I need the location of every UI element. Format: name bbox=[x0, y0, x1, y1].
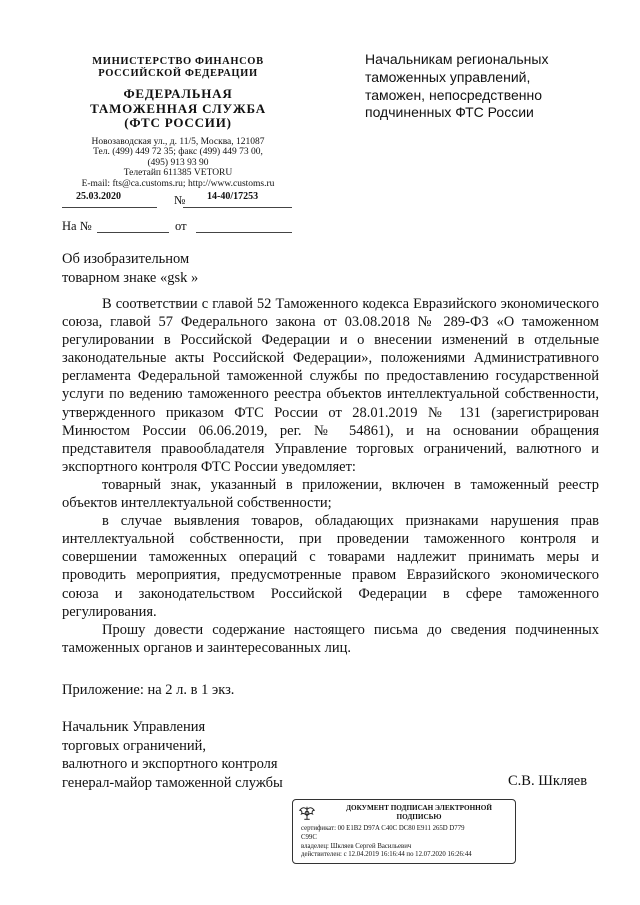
registration-number-label: № bbox=[174, 193, 186, 207]
sender-contacts bbox=[62, 137, 294, 190]
addressee-line-4: подчиненных ФТС России bbox=[365, 104, 534, 121]
ministry-line-2: РОССИЙСКОЙ ФЕДЕРАЦИИ bbox=[98, 67, 258, 79]
registration-date: 25.03.2020 bbox=[76, 191, 121, 202]
subject bbox=[62, 250, 282, 288]
service-name bbox=[62, 87, 294, 131]
position-line-2: торговых ограничений, bbox=[62, 737, 206, 754]
number-underline bbox=[183, 207, 292, 208]
stamp-title bbox=[331, 804, 507, 821]
subject-line-1: Об изобразительном bbox=[62, 251, 190, 267]
body-paragraph-2: товарный знак, указанный в приложении, включен в таможенный реестр объектов интеллектуальной собственности; bbox=[62, 476, 599, 512]
addressee-line-3: таможен, непосредственно bbox=[365, 86, 543, 103]
e-signature-stamp bbox=[292, 799, 516, 864]
service-line-3: (ФТС РОССИИ) bbox=[124, 115, 232, 130]
contact-phone: Тел. (499) 449 72 35; факс (499) 449 73 00, bbox=[93, 147, 263, 158]
signatory-name: С.В. Шкляев bbox=[508, 773, 588, 789]
body-paragraph-1: В соответствии с главой 52 Таможенного кодекса Евразийского экономического союза, главой 57 Федерального закона от 03.08.2018 № 289-ФЗ «О таможенном регулировании в Российской Федерации и о внесении изменений в отдельные законодательные акты Российской Федерации», положениями Административного регламента Федеральной таможенной службы по предоставлению государственной услуги по ведению таможенного реестра объектов интеллектуальной собственности, утвержденного приказом ФТС России от 28.01.2019 № 131 (зарегистрирован Минюстом России 06.06.2019, рег. № 54861), и на основании обращения представителя правообладателя Управление торговых ограничений, валютного и экспортного контроля ФТС России уведомляет: bbox=[62, 296, 599, 475]
from-label: от bbox=[175, 219, 187, 233]
contact-email: E-mail: fts@ca.customs.ru; http://www.customs.ru bbox=[81, 178, 275, 189]
contact-teletype: Телетайп 611385 VETORU bbox=[123, 168, 233, 179]
stamp-validity: действителен: с 12.04.2019 16:16:44 по 12.07.2020 16:26:44 bbox=[301, 851, 472, 859]
body-paragraph-3: в случае выявления товаров, обладающих признаками нарушения прав интеллектуальной собственности, при проведении таможенного контроля и совершении таможенных операций с товарами надлежит принимать меры и проводить мероприятия, предусмотренные правом Евразийского экономического союза и законодательством Российской Федерации в сфере таможенного регулирования. bbox=[62, 513, 599, 620]
position-line-1: Начальник Управления bbox=[62, 719, 206, 735]
addressee-line-1: Начальникам региональных bbox=[365, 51, 549, 67]
stamp-title-line-1: ДОКУМЕНТ ПОДПИСАН ЭЛЕКТРОННОЙ bbox=[346, 804, 492, 812]
attachment-note: Приложение: на 2 л. в 1 экз. bbox=[62, 682, 235, 698]
letter-body bbox=[62, 295, 599, 657]
eagle-emblem-icon bbox=[298, 804, 316, 822]
ministry-name bbox=[62, 56, 294, 79]
stamp-certificate: сертификат: 00 E1B2 D97A C40C DC80 E911 265D D779 bbox=[301, 825, 465, 832]
body-paragraph-4: Прошу довести содержание настоящего письма до сведения подчиненных таможенных органов и заинтересованных лиц. bbox=[62, 621, 599, 656]
reference-label: На № bbox=[62, 219, 92, 233]
addressee bbox=[365, 51, 585, 122]
stamp-details bbox=[301, 825, 513, 860]
service-line-1: ФЕДЕРАЛЬНАЯ bbox=[123, 86, 233, 101]
stamp-title-line-2: ПОДПИСЬЮ bbox=[396, 812, 442, 821]
ministry-line-1: МИНИСТЕРСТВО ФИНАНСОВ bbox=[92, 56, 264, 67]
registration-number: 14-40/17253 bbox=[207, 191, 259, 202]
date-underline bbox=[62, 207, 157, 208]
reference-date-underline bbox=[196, 232, 292, 233]
stamp-owner: владелец: Шкляев Сергей Васильевич bbox=[301, 842, 412, 850]
service-line-2: ТАМОЖЕННАЯ СЛУЖБА bbox=[90, 100, 266, 116]
addressee-line-2: таможенных управлений, bbox=[365, 68, 531, 85]
signatory-position bbox=[62, 718, 362, 792]
reference-number-underline bbox=[97, 232, 169, 233]
registration-row bbox=[76, 191, 291, 205]
position-line-3: валютного и экспортного контроля bbox=[62, 756, 278, 772]
sender-header bbox=[62, 56, 294, 189]
stamp-certificate-cont: C99C bbox=[301, 833, 317, 841]
contact-phone-2: (495) 913 93 90 bbox=[147, 157, 209, 168]
subject-line-2: товарном знаке «gsk » bbox=[62, 270, 199, 286]
position-line-4: генерал-майор таможенной службы bbox=[62, 774, 283, 791]
contact-address: Новозаводская ул., д. 11/5, Москва, 121087 bbox=[91, 136, 265, 147]
